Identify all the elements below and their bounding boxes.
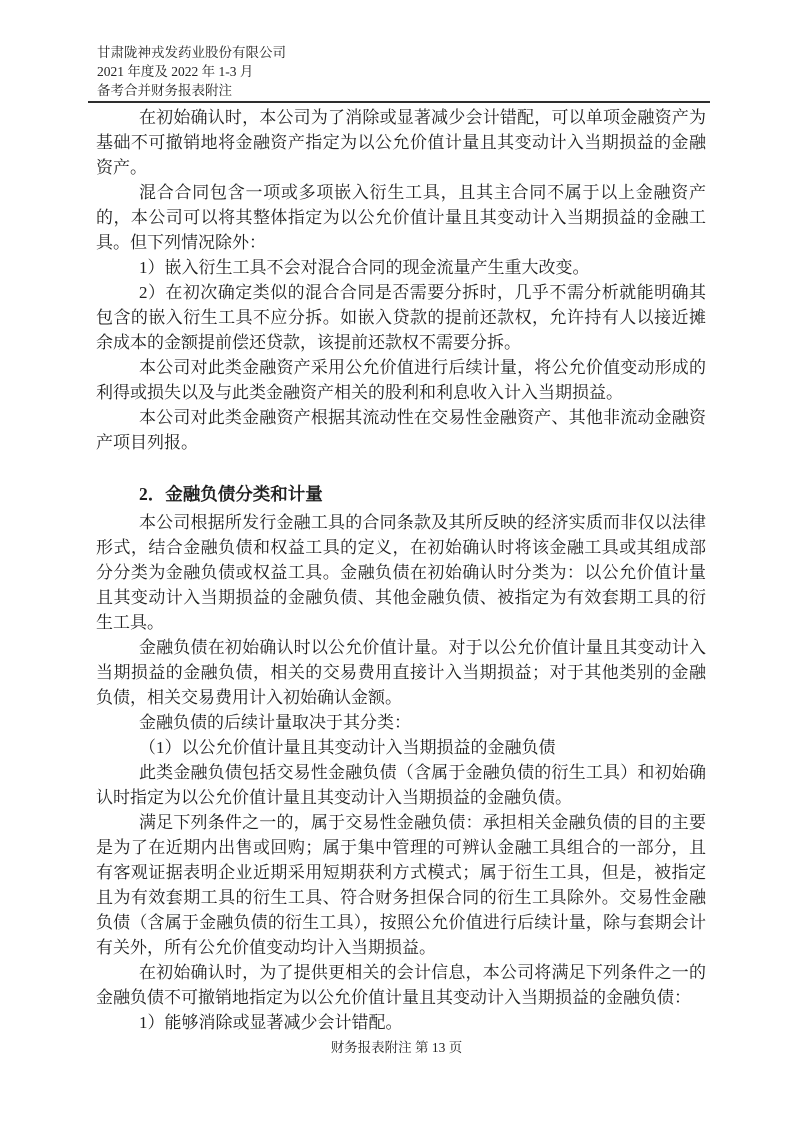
paragraph: 此类金融负债包括交易性金融负债（含属于金融负债的衍生工具）和初始确认时指定为以公允价值计量且其变动计入当期损益的金融负债。 xyxy=(96,763,706,807)
paragraph: 本公司对此类金融资产根据其流动性在交易性金融资产、其他非流动金融资产项目列报。 xyxy=(96,408,706,452)
paragraph: 满足下列条件之一的，属于交易性金融负债：承担相关金融负债的目的主要是为了在近期内出售或回购；属于集中管理的可辨认金融工具组合的一部分，且有客观证据表明企业近期采用短期获利方式模式；属于衍生工具，但是，被指定且为有效套期工具的衍生工具、符合财务担保合同的衍生工具除外。交易性金融负债（含属于金融负债的衍生工具），按照公允价值进行后续计量，除与套期会计有关外，所有公允价值变动均计入当期损益。 xyxy=(96,813,706,957)
section-heading: 2．金融负债分类和计量 xyxy=(139,484,323,504)
list-item-paragraph: 1）嵌入衍生工具不会对混合合同的现金流量产生重大改变。 xyxy=(139,258,590,277)
header-company-name: 甘肃陇神戎发药业股份有限公司 xyxy=(97,45,286,60)
header-report-period: 2021 年度及 2022 年 1-3 月 xyxy=(97,64,254,79)
paragraph: 本公司对此类金融资产采用公允价值进行后续计量，将公允价值变动形成的利得或损失以及与此类金融资产相关的股利和利息收入计入当期损益。 xyxy=(96,358,706,402)
page-header xyxy=(97,43,710,100)
page-footer xyxy=(0,1036,793,1056)
header-report-title: 备考合并财务报表附注 xyxy=(97,83,232,98)
paragraph: 金融负债在初始确认时以公允价值计量。对于以公允价值计量且其变动计入当期损益的金融负债，相关的交易费用直接计入当期损益；对于其他类别的金融负债，相关交易费用计入初始确认金额。 xyxy=(96,638,706,707)
paragraph: 混合合同包含一项或多项嵌入衍生工具，且其主合同不属于以上金融资产的，本公司可以将其整体指定为以公允价值计量且其变动计入当期损益的金融工具。但下列情况除外： xyxy=(96,183,706,252)
sub-heading-paragraph: （1）以公允价值计量且其变动计入当期损益的金融负债 xyxy=(139,738,556,757)
paragraph: 在初始确认时，为了提供更相关的会计信息，本公司将满足下列条件之一的金融负债不可撤销地指定为以公允价值计量且其变动计入当期损益的金融负债： xyxy=(96,963,706,1007)
header-rule xyxy=(88,101,710,103)
paragraph: 在初始确认时，本公司为了消除或显著减少会计错配，可以单项金融资产为基础不可撤销地将金融资产指定为以公允价值计量且其变动计入当期损益的金融资产。 xyxy=(96,108,706,177)
footer-page-label: 财务报表附注 第 13 页 xyxy=(330,1040,463,1055)
document-body xyxy=(96,105,706,1035)
paragraph: 本公司根据所发行金融工具的合同条款及其所反映的经济实质而非仅以法律形式，结合金融负债和权益工具的定义，在初始确认时将该金融工具或其组成部分分类为金融负债或权益工具。金融负债在初始确认时分类为：以公允价值计量且其变动计入当期损益的金融负债、其他金融负债、被指定为有效套期工具的衍生工具。 xyxy=(96,513,706,632)
list-item-paragraph: 1）能够消除或显著减少会计错配。 xyxy=(139,1013,403,1032)
list-item-paragraph: 2）在初次确定类似的混合合同是否需要分拆时，几乎不需分析就能明确其包含的嵌入衍生工具不应分拆。如嵌入贷款的提前还款权，允许持有人以接近摊余成本的金额提前偿还贷款，该提前还款权不需要分拆。 xyxy=(96,283,706,352)
paragraph: 金融负债的后续计量取决于其分类： xyxy=(139,713,411,732)
